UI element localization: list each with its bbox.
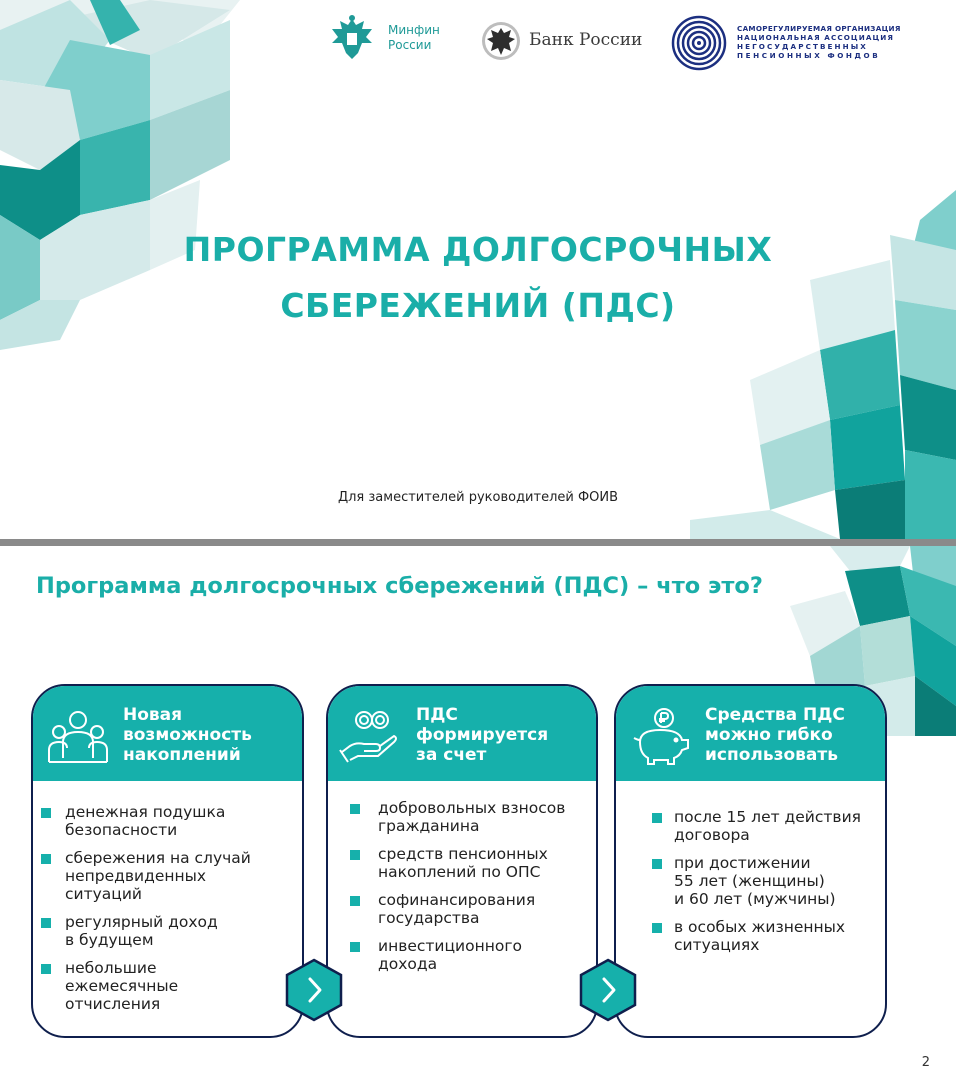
bullet-square-icon bbox=[350, 896, 360, 906]
bullet-square-icon bbox=[350, 804, 360, 814]
minfin-name-line1: Минфин bbox=[388, 23, 440, 37]
spiral-emblem-icon bbox=[671, 15, 727, 71]
bullet-square-icon bbox=[652, 859, 662, 869]
bullet-text: средств пенсионных bbox=[378, 845, 548, 863]
bullet-square-icon bbox=[41, 808, 51, 818]
bullet-text: при достижении bbox=[674, 854, 811, 872]
card-title-line: Средства ПДС bbox=[705, 705, 845, 725]
next-arrow-button[interactable] bbox=[285, 958, 343, 1022]
bullet-text: небольшие bbox=[65, 959, 157, 977]
page-number: 2 bbox=[921, 1055, 930, 1070]
card-title-line: Новая bbox=[123, 705, 183, 725]
piggy-bank-icon bbox=[630, 706, 696, 766]
card-title-line: формируется bbox=[416, 725, 549, 745]
card-title bbox=[416, 705, 548, 765]
card-title-line: использовать bbox=[705, 745, 839, 765]
bullet-text: сбережения на случай bbox=[65, 849, 251, 867]
content-slide bbox=[0, 546, 956, 1087]
list-item bbox=[328, 891, 596, 927]
card-title bbox=[123, 705, 252, 765]
slide1-subtitle: Для заместителей руководителей ФОИВ bbox=[337, 490, 619, 505]
bullet-text: накоплений по ОПС bbox=[378, 863, 541, 881]
bank-eagle-icon bbox=[481, 21, 521, 61]
bank-of-russia-logo bbox=[481, 21, 651, 63]
bullet-text: денежная подушка bbox=[65, 803, 226, 821]
bullet-square-icon bbox=[41, 918, 51, 928]
slide2-title: Программа долгосрочных сбережений (ПДС) – что это? bbox=[36, 573, 763, 599]
card-funding-sources bbox=[326, 684, 598, 1038]
minfin-logo bbox=[328, 13, 448, 63]
card-title-line: ПДС bbox=[416, 705, 458, 725]
card-flexible-use bbox=[614, 684, 887, 1038]
list-item bbox=[616, 808, 885, 844]
bullet-text: в особых жизненных bbox=[674, 918, 846, 936]
list-item bbox=[33, 803, 302, 839]
card-header bbox=[328, 686, 596, 781]
people-group-icon bbox=[45, 706, 111, 766]
bullet-text: гражданина bbox=[378, 817, 480, 835]
list-item bbox=[616, 854, 885, 908]
slide1-title-line2: СБЕРЕЖЕНИЙ (ПДС) bbox=[280, 286, 676, 325]
bullet-text: отчисления bbox=[65, 995, 161, 1013]
minfin-name-line2: России bbox=[388, 38, 432, 52]
card-header bbox=[33, 686, 302, 781]
bullet-square-icon bbox=[652, 813, 662, 823]
bullet-text: ежемесячные bbox=[65, 977, 179, 995]
list-item bbox=[33, 849, 302, 903]
list-item bbox=[33, 913, 302, 949]
bullet-text: в будущем bbox=[65, 931, 154, 949]
card-title-line: можно гибко bbox=[705, 725, 833, 745]
napf-line2: НАЦИОНАЛЬНАЯ АССОЦИАЦИЯ bbox=[737, 33, 894, 42]
bullet-text: ситуаций bbox=[65, 885, 142, 903]
card-title-line: накоплений bbox=[123, 745, 241, 765]
card-title bbox=[705, 705, 845, 765]
slide-divider bbox=[0, 539, 956, 546]
double-eagle-emblem-icon bbox=[328, 13, 376, 63]
bullet-square-icon bbox=[652, 923, 662, 933]
card-new-opportunity bbox=[31, 684, 304, 1038]
list-item bbox=[328, 799, 596, 835]
list-item bbox=[616, 918, 885, 954]
bullet-list bbox=[328, 799, 596, 983]
bullet-text: ситуациях bbox=[674, 936, 760, 954]
bullet-square-icon bbox=[350, 850, 360, 860]
slide1-title-line1: ПРОГРАММА ДОЛГОСРОЧНЫХ bbox=[183, 230, 773, 269]
bullet-square-icon bbox=[350, 942, 360, 952]
bullet-text: 55 лет (женщины) bbox=[674, 872, 825, 890]
bullet-text: и 60 лет (мужчины) bbox=[674, 890, 836, 908]
bank-name: Банк России bbox=[529, 30, 643, 50]
list-item bbox=[33, 959, 302, 1013]
card-title-line: за счет bbox=[416, 745, 487, 765]
coins-in-hand-icon bbox=[336, 706, 402, 766]
napf-line3: НЕГОСУДАРСТВЕННЫХ bbox=[737, 42, 868, 51]
bullet-text: непредвиденных bbox=[65, 867, 207, 885]
bullet-text: регулярный доход bbox=[65, 913, 218, 931]
bullet-text: дохода bbox=[378, 955, 438, 973]
bullet-text: государства bbox=[378, 909, 480, 927]
bullet-text: безопасности bbox=[65, 821, 178, 839]
next-arrow-button[interactable] bbox=[579, 958, 637, 1022]
bullet-text: инвестиционного bbox=[378, 937, 522, 955]
bullet-square-icon bbox=[41, 964, 51, 974]
bullet-text: софинансирования bbox=[378, 891, 536, 909]
title-slide bbox=[0, 0, 956, 539]
bullet-square-icon bbox=[41, 854, 51, 864]
bullet-text: договора bbox=[674, 826, 750, 844]
bullet-list bbox=[616, 808, 885, 964]
bullet-text: после 15 лет действия bbox=[674, 808, 861, 826]
list-item bbox=[328, 845, 596, 881]
card-header bbox=[616, 686, 885, 781]
slide1-title bbox=[120, 222, 836, 334]
bullet-list bbox=[33, 803, 302, 1023]
bullet-text: добровольных взносов bbox=[378, 799, 566, 817]
napf-line1: САМОРЕГУЛИРУЕМАЯ ОРГАНИЗАЦИЯ bbox=[737, 24, 901, 33]
card-title-line: возможность bbox=[123, 725, 252, 745]
napf-line4: ПЕНСИОННЫХ ФОНДОВ bbox=[737, 51, 881, 60]
list-item bbox=[328, 937, 596, 973]
napf-logo bbox=[671, 15, 941, 73]
